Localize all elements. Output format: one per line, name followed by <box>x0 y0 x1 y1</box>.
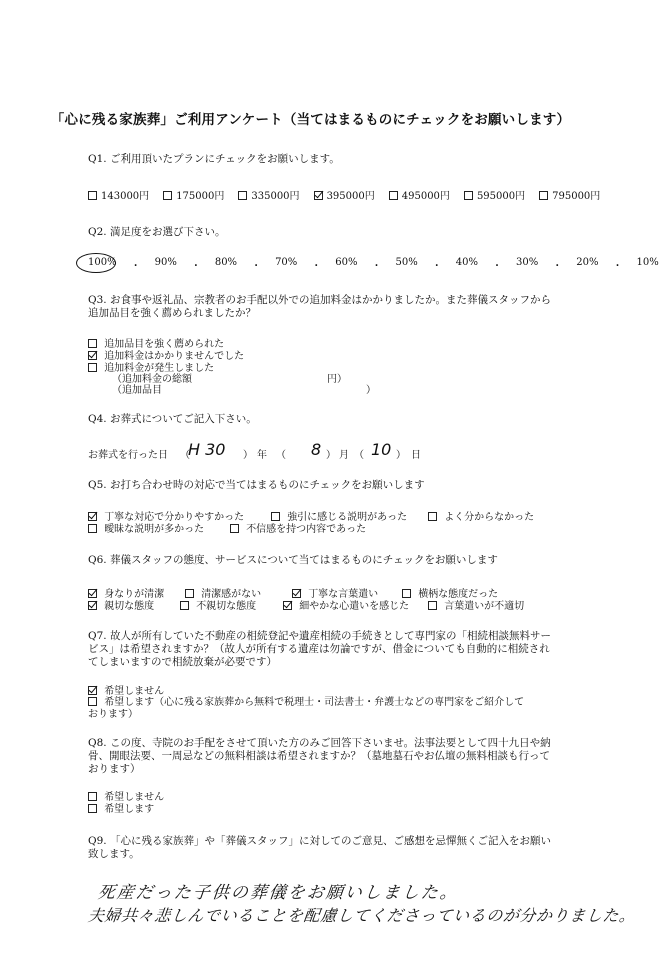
q4-close-paren-day: ） <box>396 450 406 461</box>
q1-option-143000[interactable] <box>88 191 149 202</box>
q4-year-handwritten[interactable]: H 30 <box>188 440 226 459</box>
q6-option-kind[interactable] <box>88 597 154 612</box>
option-label: 143000円 <box>101 191 150 202</box>
option-label: 希望します（心に残る家族葬から無料で税理士・司法書士・弁護士などの専門家をご紹介して <box>104 697 525 708</box>
scale-option[interactable]: 10% <box>636 257 659 268</box>
scale-separator: ・ <box>492 261 502 272</box>
q2-question: Q2. 満足度をお選び下さい。 <box>88 226 226 238</box>
option-label: 言葉遣いが不適切 <box>444 601 525 612</box>
option-label: 595000円 <box>476 191 526 202</box>
option-label: 追加料金はかかりませんでした <box>104 351 245 362</box>
q5-option-unclear[interactable] <box>428 508 534 523</box>
option-label: 追加料金が発生しました <box>104 363 215 374</box>
scale-option[interactable]: 50% <box>395 257 418 268</box>
q6-option-considerate[interactable] <box>283 597 409 612</box>
q3-question-line1: Q3. お食事や返礼品、宗教者のお手配以外での追加料金はかかりましたか。また葬儀スタッフから <box>88 294 551 306</box>
q1-option-795000[interactable] <box>539 191 600 202</box>
q8-question-line2: 骨、開眼法要、一周忌などの無料相談は希望されますか？（墓地墓石やお仏壇の無料相談も行って <box>88 750 550 762</box>
scale-separator: ・ <box>311 261 322 272</box>
option-label: 495000円 <box>401 191 450 202</box>
option-label: 不親切な態度 <box>196 601 257 612</box>
q1-option-395000[interactable] <box>314 191 375 202</box>
q9-handwritten-answer-line2[interactable]: 夫婦共々悲しんでいることを配慮してくださっているのが分かりました。 <box>86 906 637 925</box>
option-label: 追加品目を強く薦められた <box>104 339 225 350</box>
checked-checkbox-icon <box>88 601 97 610</box>
q5-question: Q5. お打ち合わせ時の対応で当てはまるものにチェックをお願いします <box>88 479 425 491</box>
checkbox-icon <box>230 524 239 533</box>
checkbox-icon <box>180 601 189 610</box>
option-label: 清潔感がない <box>201 589 262 600</box>
q4-date-label: お葬式を行った日 <box>88 450 168 461</box>
scale-separator: ・ <box>130 261 141 272</box>
checkbox-icon <box>88 804 97 813</box>
scale-option[interactable]: 20% <box>576 257 599 268</box>
q7-option-wanted[interactable] <box>88 693 524 708</box>
q8-option-wanted[interactable] <box>88 800 154 815</box>
q9-question-line2: 致します。 <box>88 848 140 860</box>
q3-total-unit: 円） <box>327 374 347 385</box>
survey-title: 「心に残る家族葬」ご利用アンケート（当てはまるものにチェックをお願いします） <box>50 112 571 128</box>
checked-checkbox-icon <box>314 191 323 200</box>
q3-item-label: （追加品目 <box>112 385 162 396</box>
checkbox-icon <box>428 512 437 521</box>
q7-question-line2: ビス」は希望されますか？（故人が所有する遺産は勿論ですが、借金についても自動的に相続され <box>88 643 550 655</box>
option-label: 曖昧な説明が多かった <box>104 524 205 535</box>
scale-separator: ・ <box>431 261 442 272</box>
option-label: 細やかな心遣いを感じた <box>299 601 410 612</box>
option-label: 丁寧な言葉遣い <box>308 589 379 600</box>
scale-option[interactable]: 40% <box>455 257 478 268</box>
q1-options <box>88 187 600 202</box>
q4-day-handwritten[interactable]: 10 <box>371 440 392 459</box>
scale-option[interactable]: 60% <box>335 257 358 268</box>
q1-option-335000[interactable] <box>238 191 299 202</box>
option-label: よく分からなかった <box>444 512 535 523</box>
option-label: 身なりが清潔 <box>104 589 165 600</box>
scale-option[interactable]: 80% <box>214 257 238 268</box>
q1-option-595000[interactable] <box>464 191 525 202</box>
scale-separator: ・ <box>552 261 563 272</box>
scale-option[interactable]: 90% <box>154 257 177 268</box>
checkbox-icon <box>88 191 97 200</box>
q9-question-line1: Q9. 「心に残る家族葬」や「葬儀スタッフ」に対してのご意見、ご感想を忌憚無くご記入をお願い <box>88 835 551 847</box>
option-label: 丁寧な対応で分かりやすかった <box>104 512 245 523</box>
q6-option-improper-language[interactable] <box>428 597 524 612</box>
q4-question: Q4. お葬式についてご記入下さい。 <box>88 413 257 425</box>
scale-separator: ・ <box>612 261 623 272</box>
option-label: 795000円 <box>552 191 601 202</box>
q4-close-paren-year: ） <box>243 450 253 461</box>
option-label: 335000円 <box>251 191 300 202</box>
q4-month-unit: 月 <box>339 450 349 461</box>
q3-item-close: ） <box>366 385 376 396</box>
q5-option-distrust[interactable] <box>230 520 366 535</box>
scale-option[interactable]: 30% <box>516 257 539 268</box>
q7-question-line1: Q7. 故人が所有していた不動産の相続登記や遺産相続の手続きとして専門家の「相続相談無料サー <box>88 630 551 642</box>
option-label: 強引に感じる説明があった <box>287 512 408 523</box>
checkbox-icon <box>464 191 473 200</box>
q1-question: Q1. ご利用頂いたプランにチェックをお願いします。 <box>88 153 340 165</box>
option-label: 不信感を持つ内容であった <box>246 524 367 535</box>
q3-question-line2: 追加品目を強く薦められましたか？ <box>88 307 256 319</box>
q7-option-wanted-cont: おります） <box>88 709 138 720</box>
q9-handwritten-answer-line1[interactable]: 死産だった子供の葬儀をお願いしました。 <box>96 883 460 903</box>
checkbox-icon <box>238 191 247 200</box>
option-label: 希望します <box>104 804 155 815</box>
scale-separator: ・ <box>371 261 382 272</box>
q7-question-line3: てしまいますので相続放棄が必要です） <box>88 656 277 668</box>
q4-year-unit: 年 <box>257 450 267 461</box>
scale-separator: ・ <box>251 261 262 272</box>
q4-open-paren-month: （ <box>276 450 286 461</box>
checkbox-icon <box>539 191 548 200</box>
q8-question-line3: おります） <box>88 763 141 775</box>
checkbox-icon <box>88 363 97 372</box>
option-label: 395000円 <box>326 191 375 202</box>
q6-option-unkind[interactable] <box>180 597 256 612</box>
q4-open-paren: （ <box>180 450 190 461</box>
option-label: 175000円 <box>176 191 225 202</box>
q2-satisfaction-scale <box>88 257 659 272</box>
checked-checkbox-icon <box>283 601 292 610</box>
q4-open-paren-day: （ <box>354 450 364 461</box>
scale-option[interactable]: 100% <box>88 257 117 268</box>
q1-option-175000[interactable] <box>163 191 224 202</box>
q5-option-vague[interactable] <box>88 520 204 535</box>
q4-close-paren-month: ） <box>326 450 336 461</box>
scale-option[interactable]: 70% <box>275 257 298 268</box>
scale-separator: ・ <box>190 261 201 272</box>
q4-month-handwritten[interactable]: 8 <box>311 440 322 459</box>
q8-question-line1: Q8. この度、寺院のお手配をさせて頂いた方のみご回答下さいませ。法事法要として四十九日や納 <box>88 737 551 749</box>
option-label: 横柄な態度だった <box>418 589 499 600</box>
checkbox-icon <box>163 191 172 200</box>
q4-day-unit: 日 <box>411 450 421 461</box>
option-label: 希望しません <box>104 792 165 803</box>
q1-option-495000[interactable] <box>389 191 450 202</box>
q3-total-label: （追加料金の総額 <box>112 374 192 385</box>
option-label: 親切な態度 <box>104 601 155 612</box>
checkbox-icon <box>88 524 97 533</box>
checkbox-icon <box>389 191 398 200</box>
checkbox-icon <box>428 601 437 610</box>
q6-question: Q6. 葬儀スタッフの態度、サービスについて当てはまるものにチェックをお願いします <box>88 554 498 566</box>
option-label: 希望しません <box>104 686 165 697</box>
